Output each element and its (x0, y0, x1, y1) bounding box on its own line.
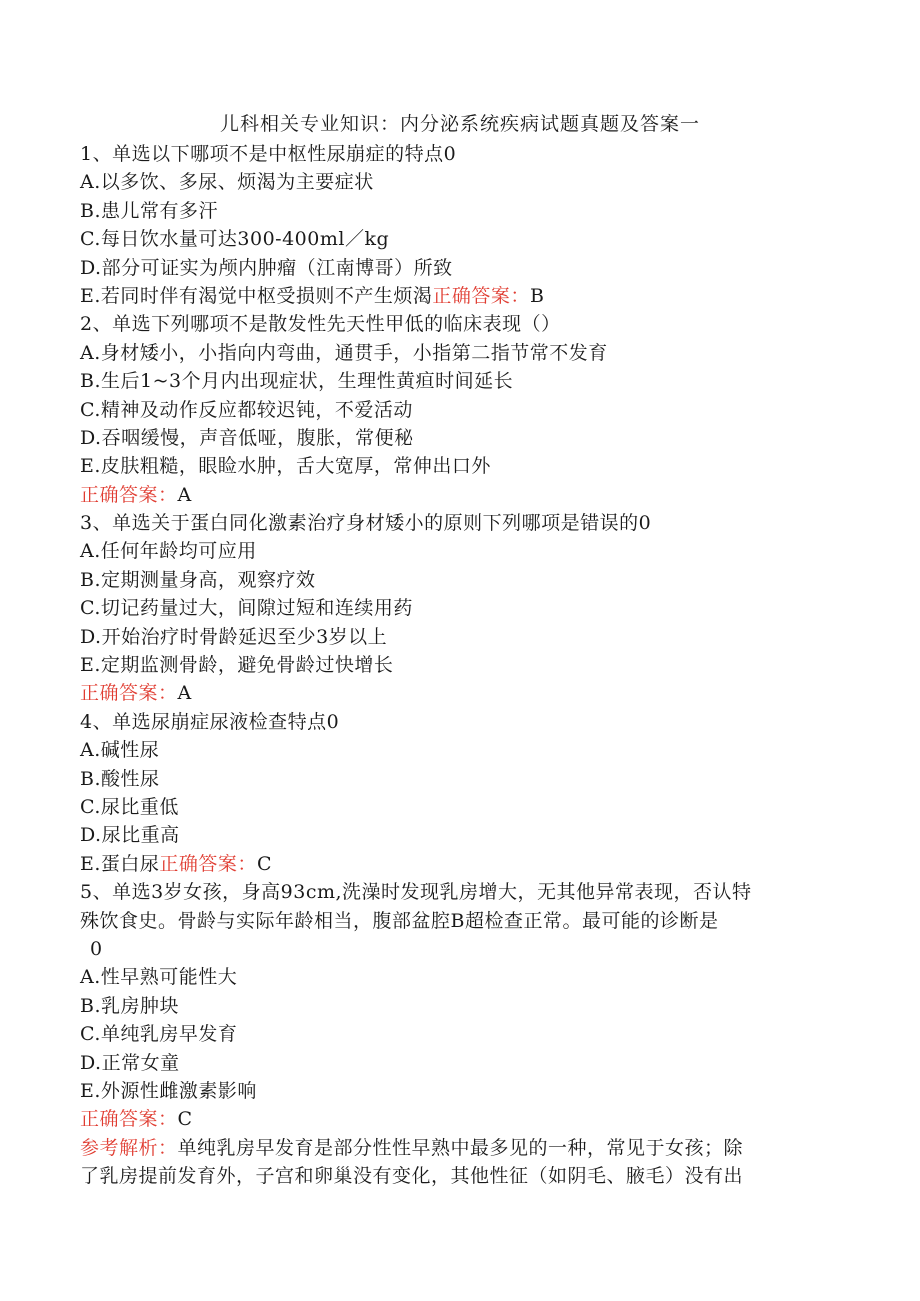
option-a: A.任何年龄均可应用 (80, 540, 257, 563)
option-a: A.以多饮、多尿、烦渴为主要症状 (80, 171, 374, 194)
option-e-with-answer (80, 850, 840, 878)
analysis-line: 了乳房提前发育外，子宫和卵巢没有变化，其他性征（如阴毛、腋毛）没有出 (80, 1165, 744, 1188)
question-stem: 3、单选关于蛋白同化激素治疗身材矮小的原则下列哪项是错误的0 (80, 512, 652, 535)
option-b: B.乳房肿块 (80, 994, 180, 1017)
question-stem: 2、单选下列哪项不是散发性先天性甲低的临床表现（） (80, 313, 561, 336)
option-a: A.性早熟可能性大 (80, 966, 238, 989)
answer-value: C (256, 852, 272, 875)
option-d: D.尿比重高 (80, 824, 180, 847)
option-b: B.酸性尿 (80, 767, 160, 790)
answer-value: A (177, 682, 192, 705)
option-e: E.外源性雌激素影响 (80, 1079, 257, 1102)
option-c: C.精神及动作反应都较迟钝，不爱活动 (80, 398, 413, 421)
question-stem-line: 5、单选3岁女孩，身高93cm,洗澡时发现乳房增大，无其他异常表现，否认特 (80, 881, 752, 904)
analysis-label: 参考解析： (80, 1136, 178, 1159)
option-d: D.开始治疗时骨龄延迟至少3岁以上 (80, 625, 388, 648)
answer-value: C (177, 1108, 193, 1131)
option-d: D.吞咽缓慢，声音低哑，腹胀，常便秘 (80, 426, 414, 449)
option-a: A.身材矮小，小指向内弯曲，通贯手，小指第二指节常不发育 (80, 341, 608, 364)
answer-line (80, 481, 840, 509)
option-d: D.正常女童 (80, 1051, 180, 1074)
document-title: 儿科相关专业知识：内分泌系统疾病试题真题及答案一 (219, 113, 700, 135)
option-c: C.单纯乳房早发育 (80, 1023, 238, 1046)
answer-label: 正确答案： (80, 483, 178, 506)
answer-label: 正确答案： (159, 852, 257, 875)
option-e: E.若同时伴有渴觉中枢受损则不产生烦渴 (80, 284, 433, 307)
option-e-with-answer (80, 282, 840, 310)
answer-value: B (529, 284, 545, 307)
option-e: E.蛋白尿 (80, 852, 160, 875)
option-c: C.切记药量过大，间隙过短和连续用药 (80, 597, 413, 620)
option-a: A.碱性尿 (80, 739, 160, 762)
option-b: B.生后1~3个月内出现症状，生理性黄疸时间延长 (80, 370, 514, 393)
question-stem-line: 0 (90, 937, 103, 960)
option-b: B.患儿常有多汗 (80, 199, 219, 222)
answer-value: A (177, 483, 192, 506)
answer-label: 正确答案： (80, 682, 178, 705)
analysis-text: 单纯乳房早发育是部分性性早熟中最多见的一种，常见于女孩；除 (177, 1136, 744, 1159)
option-c: C.每日饮水量可达300-400ml／kg (80, 228, 390, 251)
question-list (80, 140, 840, 1190)
option-d: D.部分可证实为颅内肿瘤（江南博哥）所致 (80, 256, 453, 279)
answer-line (80, 1105, 840, 1133)
option-e: E.皮肤粗糙，眼睑水肿，舌大宽厚，常伸出口外 (80, 455, 491, 478)
answer-line (80, 679, 840, 707)
analysis-line (80, 1134, 840, 1162)
option-c: C.尿比重低 (80, 795, 179, 818)
answer-label: 正确答案： (432, 284, 530, 307)
question-stem: 4、单选尿崩症尿液检查特点0 (80, 710, 340, 733)
answer-label: 正确答案： (80, 1108, 178, 1131)
question-stem-line: 殊饮食史。骨龄与实际年龄相当，腹部盆腔B超检查正常。最可能的诊断是 (80, 909, 719, 932)
question-stem: 1、单选以下哪项不是中枢性尿崩症的特点0 (80, 143, 457, 165)
option-e: E.定期监测骨龄，避免骨龄过快增长 (80, 654, 394, 677)
option-b: B.定期测量身高，观察疗效 (80, 568, 316, 591)
